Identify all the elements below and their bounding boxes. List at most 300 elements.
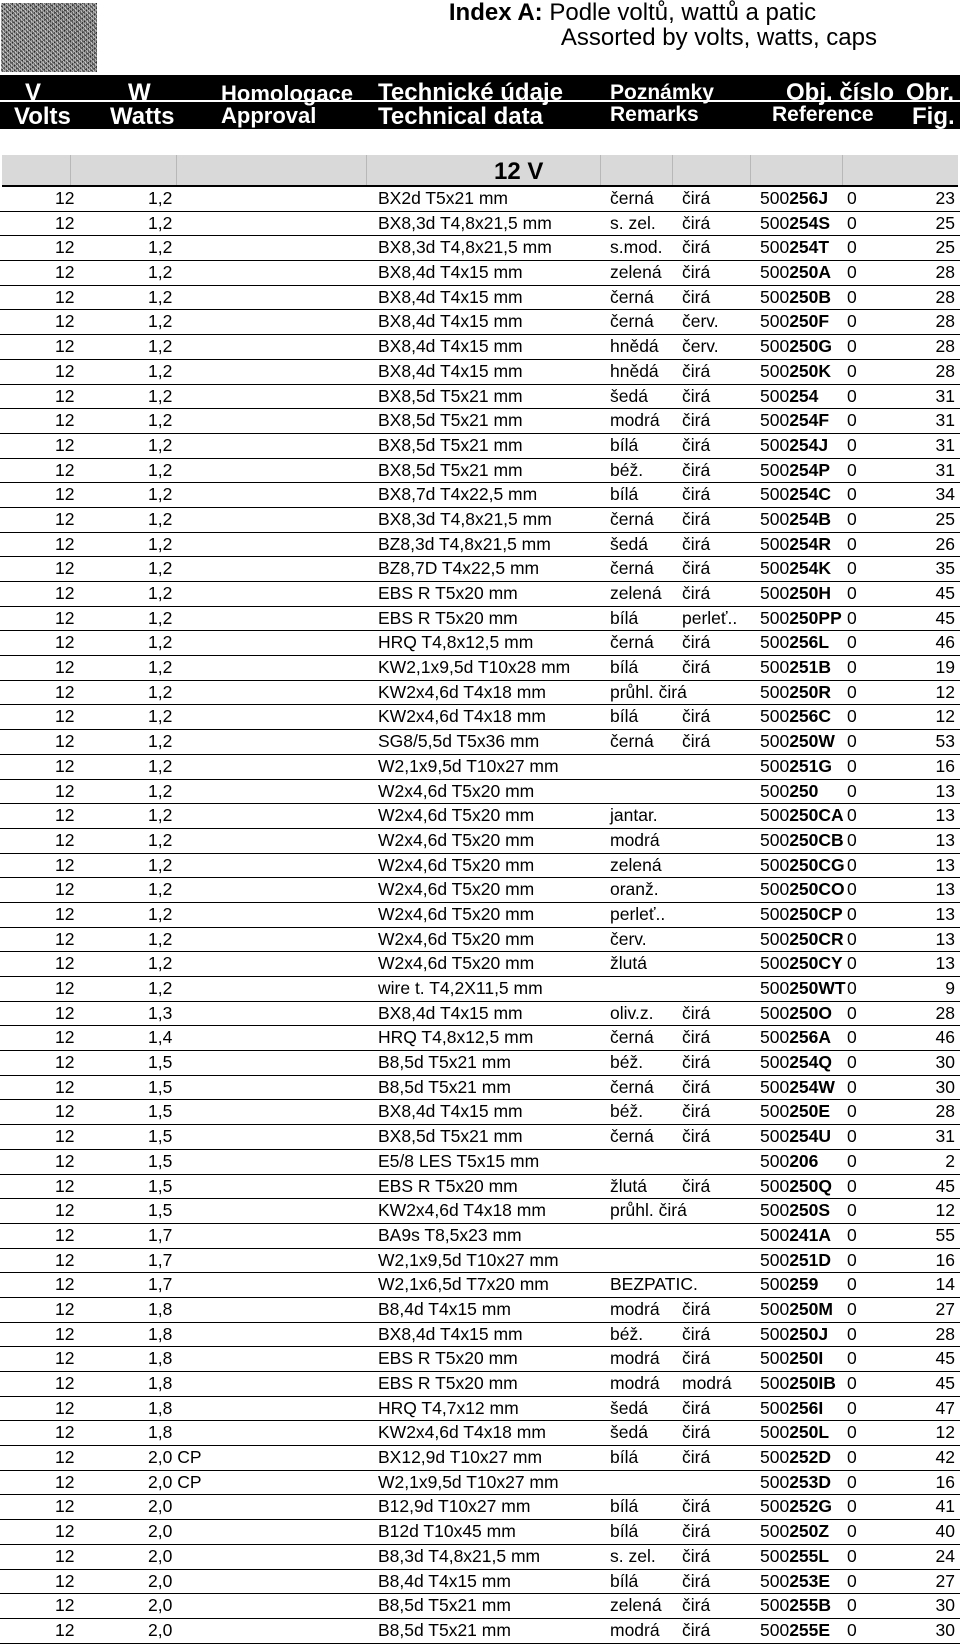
cell-reference bbox=[760, 1570, 830, 1593]
cell-remark-color: průhl. čirá bbox=[610, 681, 687, 702]
reference-code: 254C bbox=[789, 484, 832, 505]
cell-figure: 30 bbox=[935, 1052, 955, 1073]
index-label: Index A: bbox=[448, 0, 543, 26]
cell-watts: 1,2 bbox=[148, 755, 173, 776]
cell-watts: 1,2 bbox=[148, 533, 173, 554]
reference-code: 250CP bbox=[789, 903, 843, 924]
cell-zero: 0 bbox=[847, 854, 857, 875]
cell-figure: 27 bbox=[935, 1298, 955, 1319]
cell-figure: 28 bbox=[935, 286, 955, 307]
cell-zero: 0 bbox=[847, 1224, 857, 1245]
cell-technical-data: B8,5d T5x21 mm bbox=[378, 1595, 511, 1616]
cell-technical-data: EBS R T5x20 mm bbox=[378, 1348, 518, 1369]
table-row bbox=[0, 1224, 960, 1249]
cell-remark-glass: čirá bbox=[682, 1101, 711, 1122]
cell-remark-glass: čirá bbox=[682, 731, 711, 752]
cell-watts: 1,2 bbox=[148, 657, 173, 678]
cell-remark-color: hnědá bbox=[610, 360, 659, 381]
reference-code: 250F bbox=[789, 311, 830, 332]
cell-remark-color: jantar. bbox=[610, 805, 658, 826]
cell-reference bbox=[760, 434, 828, 457]
cell-zero: 0 bbox=[847, 1076, 857, 1097]
table-row bbox=[0, 804, 960, 829]
cell-zero: 0 bbox=[847, 434, 857, 455]
cell-volts: 12 bbox=[55, 978, 75, 998]
table-row bbox=[0, 730, 960, 755]
table-row bbox=[0, 1298, 960, 1323]
reference-prefix: 500 bbox=[760, 1521, 790, 1542]
cell-remark-color: perleť.. bbox=[610, 903, 666, 924]
cell-volts: 12 bbox=[55, 1397, 75, 1418]
reference-code: 250G bbox=[789, 336, 833, 357]
table-row bbox=[0, 434, 960, 459]
cell-figure: 13 bbox=[935, 829, 955, 850]
reference-prefix: 500 bbox=[760, 1002, 790, 1023]
reference-code: 250I bbox=[789, 1348, 824, 1369]
cell-remark-glass: čirá bbox=[682, 1496, 711, 1517]
reference-prefix: 500 bbox=[760, 385, 790, 406]
reference-code: 250CB bbox=[789, 829, 844, 850]
reference-prefix: 500 bbox=[760, 311, 790, 332]
cell-figure: 31 bbox=[935, 1126, 955, 1147]
cell-remark-color: zelená bbox=[610, 262, 662, 283]
cell-watts: 1,5 bbox=[148, 1076, 173, 1097]
cell-remark-glass: čirá bbox=[682, 1323, 711, 1344]
cell-reference bbox=[760, 705, 831, 728]
table-row bbox=[0, 1026, 960, 1051]
cell-technical-data: W2x4,6d T5x20 mm bbox=[378, 953, 535, 974]
cell-remark-color: modrá bbox=[610, 1619, 660, 1640]
cell-watts: 1,5 bbox=[148, 1150, 173, 1171]
reference-code: 256L bbox=[789, 632, 830, 653]
cell-reference bbox=[760, 730, 835, 753]
table-row bbox=[0, 607, 960, 632]
reference-code: 250S bbox=[789, 1200, 831, 1221]
reference-code: 251G bbox=[789, 755, 833, 776]
cell-remark-glass: čirá bbox=[682, 212, 711, 233]
table-row bbox=[0, 310, 960, 335]
cell-remark-color: béž. bbox=[610, 1323, 644, 1344]
reference-prefix: 500 bbox=[760, 1126, 790, 1147]
reference-prefix: 500 bbox=[760, 657, 790, 678]
cell-reference bbox=[760, 1076, 835, 1099]
cell-volts: 12 bbox=[55, 1471, 75, 1492]
col-watts-en: Watts bbox=[110, 103, 175, 130]
cell-remark-glass: čirá bbox=[682, 1545, 711, 1566]
cell-figure: 13 bbox=[935, 805, 955, 826]
reference-code: 253E bbox=[789, 1570, 831, 1591]
col-fig-en: Fig. bbox=[912, 103, 955, 130]
cell-remark-color: černá bbox=[610, 311, 654, 332]
cell-technical-data: KW2,1x9,5d T10x28 mm bbox=[378, 657, 571, 678]
cell-reference bbox=[760, 1446, 831, 1469]
cell-technical-data: B8,5d T5x21 mm bbox=[378, 1619, 511, 1640]
cell-remark-color: černá bbox=[610, 188, 654, 208]
cell-figure: 31 bbox=[935, 459, 955, 480]
table-row bbox=[0, 212, 960, 237]
cell-watts: 1,2 bbox=[148, 854, 173, 875]
table-row bbox=[0, 1347, 960, 1372]
cell-zero: 0 bbox=[847, 731, 857, 752]
cell-volts: 12 bbox=[55, 410, 75, 431]
cell-technical-data: BX8,3d T4,8x21,5 mm bbox=[378, 212, 552, 233]
cell-volts: 12 bbox=[55, 780, 75, 801]
cell-figure: 19 bbox=[935, 657, 955, 678]
cell-volts: 12 bbox=[55, 286, 75, 307]
cell-volts: 12 bbox=[55, 1373, 75, 1393]
cell-reference bbox=[760, 236, 829, 259]
cell-figure: 9 bbox=[945, 978, 955, 998]
table-row bbox=[0, 878, 960, 903]
reference-prefix: 500 bbox=[760, 434, 790, 455]
cell-volts: 12 bbox=[55, 1274, 75, 1295]
reference-prefix: 500 bbox=[760, 1447, 790, 1468]
cell-remark-glass: čirá bbox=[682, 360, 711, 381]
reference-prefix: 500 bbox=[760, 978, 790, 998]
cell-zero: 0 bbox=[847, 262, 857, 283]
cell-figure: 25 bbox=[935, 508, 955, 529]
reference-code: 250B bbox=[789, 286, 832, 307]
cell-reference bbox=[760, 1421, 829, 1444]
cell-figure: 12 bbox=[935, 1200, 955, 1221]
cell-watts: 1,2 bbox=[148, 311, 173, 332]
cell-reference bbox=[760, 1323, 828, 1346]
cell-zero: 0 bbox=[847, 657, 857, 678]
reference-code: 252G bbox=[789, 1496, 833, 1517]
reference-code: 255L bbox=[789, 1545, 830, 1566]
cell-figure: 45 bbox=[935, 583, 955, 603]
cell-volts: 12 bbox=[55, 829, 75, 850]
cell-figure: 42 bbox=[935, 1447, 955, 1468]
reference-prefix: 500 bbox=[760, 607, 790, 628]
reference-prefix: 500 bbox=[760, 1027, 790, 1048]
reference-prefix: 500 bbox=[760, 188, 790, 208]
cell-figure: 28 bbox=[935, 360, 955, 381]
cell-reference bbox=[760, 1471, 831, 1494]
cell-figure: 40 bbox=[935, 1521, 955, 1542]
cell-reference bbox=[760, 1495, 832, 1518]
cell-watts: 1,2 bbox=[148, 780, 173, 801]
cell-remark-color: BEZPATIC. bbox=[610, 1274, 698, 1295]
cell-remark-color: černá bbox=[610, 558, 654, 579]
cell-figure: 45 bbox=[935, 1175, 955, 1196]
cell-zero: 0 bbox=[847, 780, 857, 801]
cell-zero: 0 bbox=[847, 607, 857, 628]
reference-code: 254U bbox=[789, 1126, 832, 1147]
cell-reference bbox=[760, 1051, 832, 1074]
table-row bbox=[0, 681, 960, 706]
cell-remark-glass: čirá bbox=[682, 385, 711, 406]
cell-figure: 53 bbox=[935, 731, 955, 752]
cell-zero: 0 bbox=[847, 1619, 857, 1640]
cell-volts: 12 bbox=[55, 459, 75, 480]
table-row bbox=[0, 1570, 960, 1595]
cell-remark-color: černá bbox=[610, 286, 654, 307]
cell-remark-glass: čirá bbox=[682, 410, 711, 431]
cell-figure: 13 bbox=[935, 903, 955, 924]
cell-zero: 0 bbox=[847, 1150, 857, 1171]
cell-technical-data: W2,1x6,5d T7x20 mm bbox=[378, 1274, 549, 1295]
cell-technical-data: B8,4d T4x15 mm bbox=[378, 1298, 511, 1319]
reference-prefix: 500 bbox=[760, 1200, 790, 1221]
cell-watts: 1,2 bbox=[148, 583, 173, 603]
cell-reference bbox=[760, 335, 832, 358]
cell-technical-data: W2x4,6d T5x20 mm bbox=[378, 854, 535, 875]
reference-prefix: 500 bbox=[760, 1348, 790, 1369]
reference-prefix: 500 bbox=[760, 484, 790, 505]
cell-zero: 0 bbox=[847, 1422, 857, 1443]
cell-remark-color: oliv.z. bbox=[610, 1002, 654, 1023]
cell-remark-glass: perleť.. bbox=[682, 607, 738, 628]
cell-reference bbox=[760, 656, 831, 679]
table-row bbox=[0, 854, 960, 879]
cell-watts: 1,8 bbox=[148, 1298, 173, 1319]
table-row bbox=[0, 508, 960, 533]
cell-volts: 12 bbox=[55, 681, 75, 702]
cell-figure: 45 bbox=[935, 607, 955, 628]
column-header bbox=[0, 75, 960, 129]
cell-reference bbox=[760, 1347, 823, 1370]
cell-volts: 12 bbox=[55, 1002, 75, 1023]
cell-volts: 12 bbox=[55, 533, 75, 554]
cell-remark-glass: čirá bbox=[682, 1175, 711, 1196]
cell-zero: 0 bbox=[847, 336, 857, 357]
reference-prefix: 500 bbox=[760, 953, 790, 974]
cell-volts: 12 bbox=[55, 1150, 75, 1171]
table-row bbox=[0, 829, 960, 854]
cell-watts: 1,4 bbox=[148, 1027, 173, 1048]
reference-prefix: 500 bbox=[760, 1595, 790, 1616]
cell-reference bbox=[760, 1372, 836, 1395]
cell-remark-color: černá bbox=[610, 632, 654, 653]
reference-prefix: 500 bbox=[760, 854, 790, 875]
cell-remark-color: žlutá bbox=[610, 953, 647, 974]
reference-prefix: 500 bbox=[760, 360, 790, 381]
cell-watts: 1,2 bbox=[148, 434, 173, 455]
cell-volts: 12 bbox=[55, 1447, 75, 1468]
cell-figure: 30 bbox=[935, 1619, 955, 1640]
cell-volts: 12 bbox=[55, 1348, 75, 1369]
reference-code: 206 bbox=[789, 1150, 819, 1171]
reference-code: 250E bbox=[789, 1101, 831, 1122]
cell-figure: 30 bbox=[935, 1076, 955, 1097]
cell-remark-color: s. zel. bbox=[610, 1545, 656, 1566]
reference-code: 254J bbox=[789, 434, 829, 455]
cell-figure: 30 bbox=[935, 1595, 955, 1616]
cell-volts: 12 bbox=[55, 805, 75, 826]
cell-watts: 1,2 bbox=[148, 879, 173, 900]
cell-watts: 1,2 bbox=[148, 336, 173, 357]
cell-watts: 1,2 bbox=[148, 953, 173, 974]
table-row bbox=[0, 1100, 960, 1125]
cell-zero: 0 bbox=[847, 1397, 857, 1418]
cell-figure: 46 bbox=[935, 632, 955, 653]
cell-reference bbox=[760, 1594, 831, 1617]
cell-reference bbox=[760, 1224, 831, 1247]
cell-technical-data: BZ8,7D T4x22,5 mm bbox=[378, 558, 540, 579]
cell-remark-color: béž. bbox=[610, 1101, 644, 1122]
cell-zero: 0 bbox=[847, 1373, 857, 1393]
cell-zero: 0 bbox=[847, 805, 857, 826]
cell-watts: 2,0 bbox=[148, 1619, 173, 1640]
table-row bbox=[0, 1150, 960, 1175]
reference-prefix: 500 bbox=[760, 1101, 790, 1122]
cell-technical-data: B8,4d T4x15 mm bbox=[378, 1570, 511, 1591]
cell-remark-color: žlutá bbox=[610, 1175, 647, 1196]
cell-technical-data: HRQ T4,8x12,5 mm bbox=[378, 1027, 534, 1048]
cell-technical-data: B8,5d T5x21 mm bbox=[378, 1052, 511, 1073]
cell-zero: 0 bbox=[847, 1200, 857, 1221]
cell-figure: 13 bbox=[935, 879, 955, 900]
col-remarks-en: Remarks bbox=[610, 103, 699, 126]
cell-zero: 0 bbox=[847, 978, 857, 998]
table-row bbox=[0, 1397, 960, 1422]
cell-remark-glass: čirá bbox=[682, 459, 711, 480]
reference-prefix: 500 bbox=[760, 1249, 790, 1270]
cell-zero: 0 bbox=[847, 583, 857, 603]
cell-watts: 2,0 bbox=[148, 1496, 173, 1517]
cell-reference bbox=[760, 1175, 832, 1198]
reference-prefix: 500 bbox=[760, 1076, 790, 1097]
cell-remark-color: modrá bbox=[610, 410, 660, 431]
cell-technical-data: EBS R T5x20 mm bbox=[378, 1175, 518, 1196]
table-row bbox=[0, 187, 960, 212]
cell-figure: 55 bbox=[935, 1224, 955, 1245]
table-row bbox=[0, 1125, 960, 1150]
cell-remark-glass: červ. bbox=[682, 336, 719, 357]
cell-figure: 31 bbox=[935, 410, 955, 431]
cell-reference bbox=[760, 878, 845, 901]
cell-remark-glass: čirá bbox=[682, 558, 711, 579]
cell-technical-data: BX8,4d T4x15 mm bbox=[378, 262, 523, 283]
cell-remark-glass: čirá bbox=[682, 583, 711, 603]
cell-figure: 16 bbox=[935, 755, 955, 776]
cell-remark-glass: čirá bbox=[682, 1521, 711, 1542]
col-tech-en: Technical data bbox=[378, 103, 543, 130]
cell-zero: 0 bbox=[847, 1249, 857, 1270]
cell-remark-glass: čirá bbox=[682, 1002, 711, 1023]
cell-volts: 12 bbox=[55, 1249, 75, 1270]
cell-remark-color: černá bbox=[610, 731, 654, 752]
reference-code: 250IB bbox=[789, 1373, 836, 1393]
reference-code: 250WT bbox=[789, 978, 846, 998]
cell-remark-glass: červ. bbox=[682, 311, 719, 332]
cell-reference bbox=[760, 310, 829, 333]
cell-remark-glass: čirá bbox=[682, 1595, 711, 1616]
cell-watts: 1,2 bbox=[148, 978, 173, 998]
reference-prefix: 500 bbox=[760, 459, 790, 480]
cell-zero: 0 bbox=[847, 1570, 857, 1591]
cell-watts: 1,7 bbox=[148, 1224, 173, 1245]
cell-remark-color: šedá bbox=[610, 385, 648, 406]
reference-code: 253D bbox=[789, 1471, 832, 1492]
cell-figure: 28 bbox=[935, 336, 955, 357]
reference-prefix: 500 bbox=[760, 1422, 790, 1443]
table-row bbox=[0, 903, 960, 928]
cell-volts: 12 bbox=[55, 360, 75, 381]
cell-technical-data: W2x4,6d T5x20 mm bbox=[378, 780, 535, 801]
reference-prefix: 500 bbox=[760, 780, 790, 801]
reference-prefix: 500 bbox=[760, 583, 790, 603]
cell-figure: 47 bbox=[935, 1397, 955, 1418]
col-approval-en: Approval bbox=[221, 103, 317, 128]
cell-volts: 12 bbox=[55, 1521, 75, 1542]
reference-prefix: 500 bbox=[760, 928, 790, 949]
cell-reference bbox=[760, 1249, 831, 1272]
cell-reference bbox=[760, 854, 845, 877]
cell-watts: 2,0 bbox=[148, 1521, 173, 1542]
cell-watts: 2,0 bbox=[148, 1595, 173, 1616]
page-title bbox=[449, 0, 877, 50]
cell-technical-data: W2x4,6d T5x20 mm bbox=[378, 805, 535, 826]
table-row bbox=[0, 1495, 960, 1520]
cell-reference bbox=[760, 804, 844, 827]
cell-technical-data: BX2d T5x21 mm bbox=[378, 188, 509, 208]
table-row bbox=[0, 705, 960, 730]
cell-technical-data: B8,5d T5x21 mm bbox=[378, 1076, 511, 1097]
cell-figure: 41 bbox=[935, 1496, 955, 1517]
cell-volts: 12 bbox=[55, 385, 75, 406]
reference-prefix: 500 bbox=[760, 1323, 790, 1344]
cell-watts: 1,2 bbox=[148, 262, 173, 283]
cell-reference bbox=[760, 829, 844, 852]
table-row bbox=[0, 1199, 960, 1224]
cell-technical-data: BX8,4d T4x15 mm bbox=[378, 1101, 523, 1122]
cell-technical-data: HRQ T4,8x12,5 mm bbox=[378, 632, 534, 653]
cell-remark-color: šedá bbox=[610, 1397, 648, 1418]
cell-remark-color: bílá bbox=[610, 706, 639, 727]
cell-technical-data: KW2x4,6d T4x18 mm bbox=[378, 1422, 546, 1443]
cell-zero: 0 bbox=[847, 1348, 857, 1369]
cell-reference bbox=[760, 681, 831, 704]
cell-volts: 12 bbox=[55, 1224, 75, 1245]
reference-prefix: 500 bbox=[760, 805, 790, 826]
cell-figure: 26 bbox=[935, 533, 955, 554]
reference-code: 250M bbox=[789, 1298, 833, 1319]
cell-technical-data: W2,1x9,5d T10x27 mm bbox=[378, 1471, 559, 1492]
cell-remark-color: bílá bbox=[610, 1496, 639, 1517]
cell-reference bbox=[760, 483, 831, 506]
reference-prefix: 500 bbox=[760, 1570, 790, 1591]
cell-zero: 0 bbox=[847, 879, 857, 900]
cell-watts: 1,3 bbox=[148, 1002, 173, 1023]
cell-reference bbox=[760, 1100, 830, 1123]
cell-watts: 1,2 bbox=[148, 805, 173, 826]
cell-remark-color: černá bbox=[610, 1027, 654, 1048]
cell-watts: 1,2 bbox=[148, 607, 173, 628]
cell-figure: 12 bbox=[935, 1422, 955, 1443]
cell-reference bbox=[760, 459, 830, 482]
cell-watts: 1,2 bbox=[148, 410, 173, 431]
cell-zero: 0 bbox=[847, 1027, 857, 1048]
cell-remark-glass: čirá bbox=[682, 1126, 711, 1147]
cell-zero: 0 bbox=[847, 237, 857, 258]
cell-zero: 0 bbox=[847, 360, 857, 381]
table-row bbox=[0, 1175, 960, 1200]
cell-reference bbox=[760, 1545, 829, 1568]
cell-reference bbox=[760, 1125, 831, 1148]
cell-technical-data: BX8,5d T5x21 mm bbox=[378, 410, 523, 431]
cell-remark-glass: čirá bbox=[682, 484, 711, 505]
reference-prefix: 500 bbox=[760, 681, 790, 702]
cell-volts: 12 bbox=[55, 1175, 75, 1196]
cell-technical-data: BX8,4d T4x15 mm bbox=[378, 1002, 523, 1023]
cell-figure: 16 bbox=[935, 1471, 955, 1492]
cell-remark-color: modrá bbox=[610, 1348, 660, 1369]
cell-figure: 31 bbox=[935, 434, 955, 455]
cell-remark-glass: čirá bbox=[682, 533, 711, 554]
cell-reference bbox=[760, 1298, 833, 1321]
